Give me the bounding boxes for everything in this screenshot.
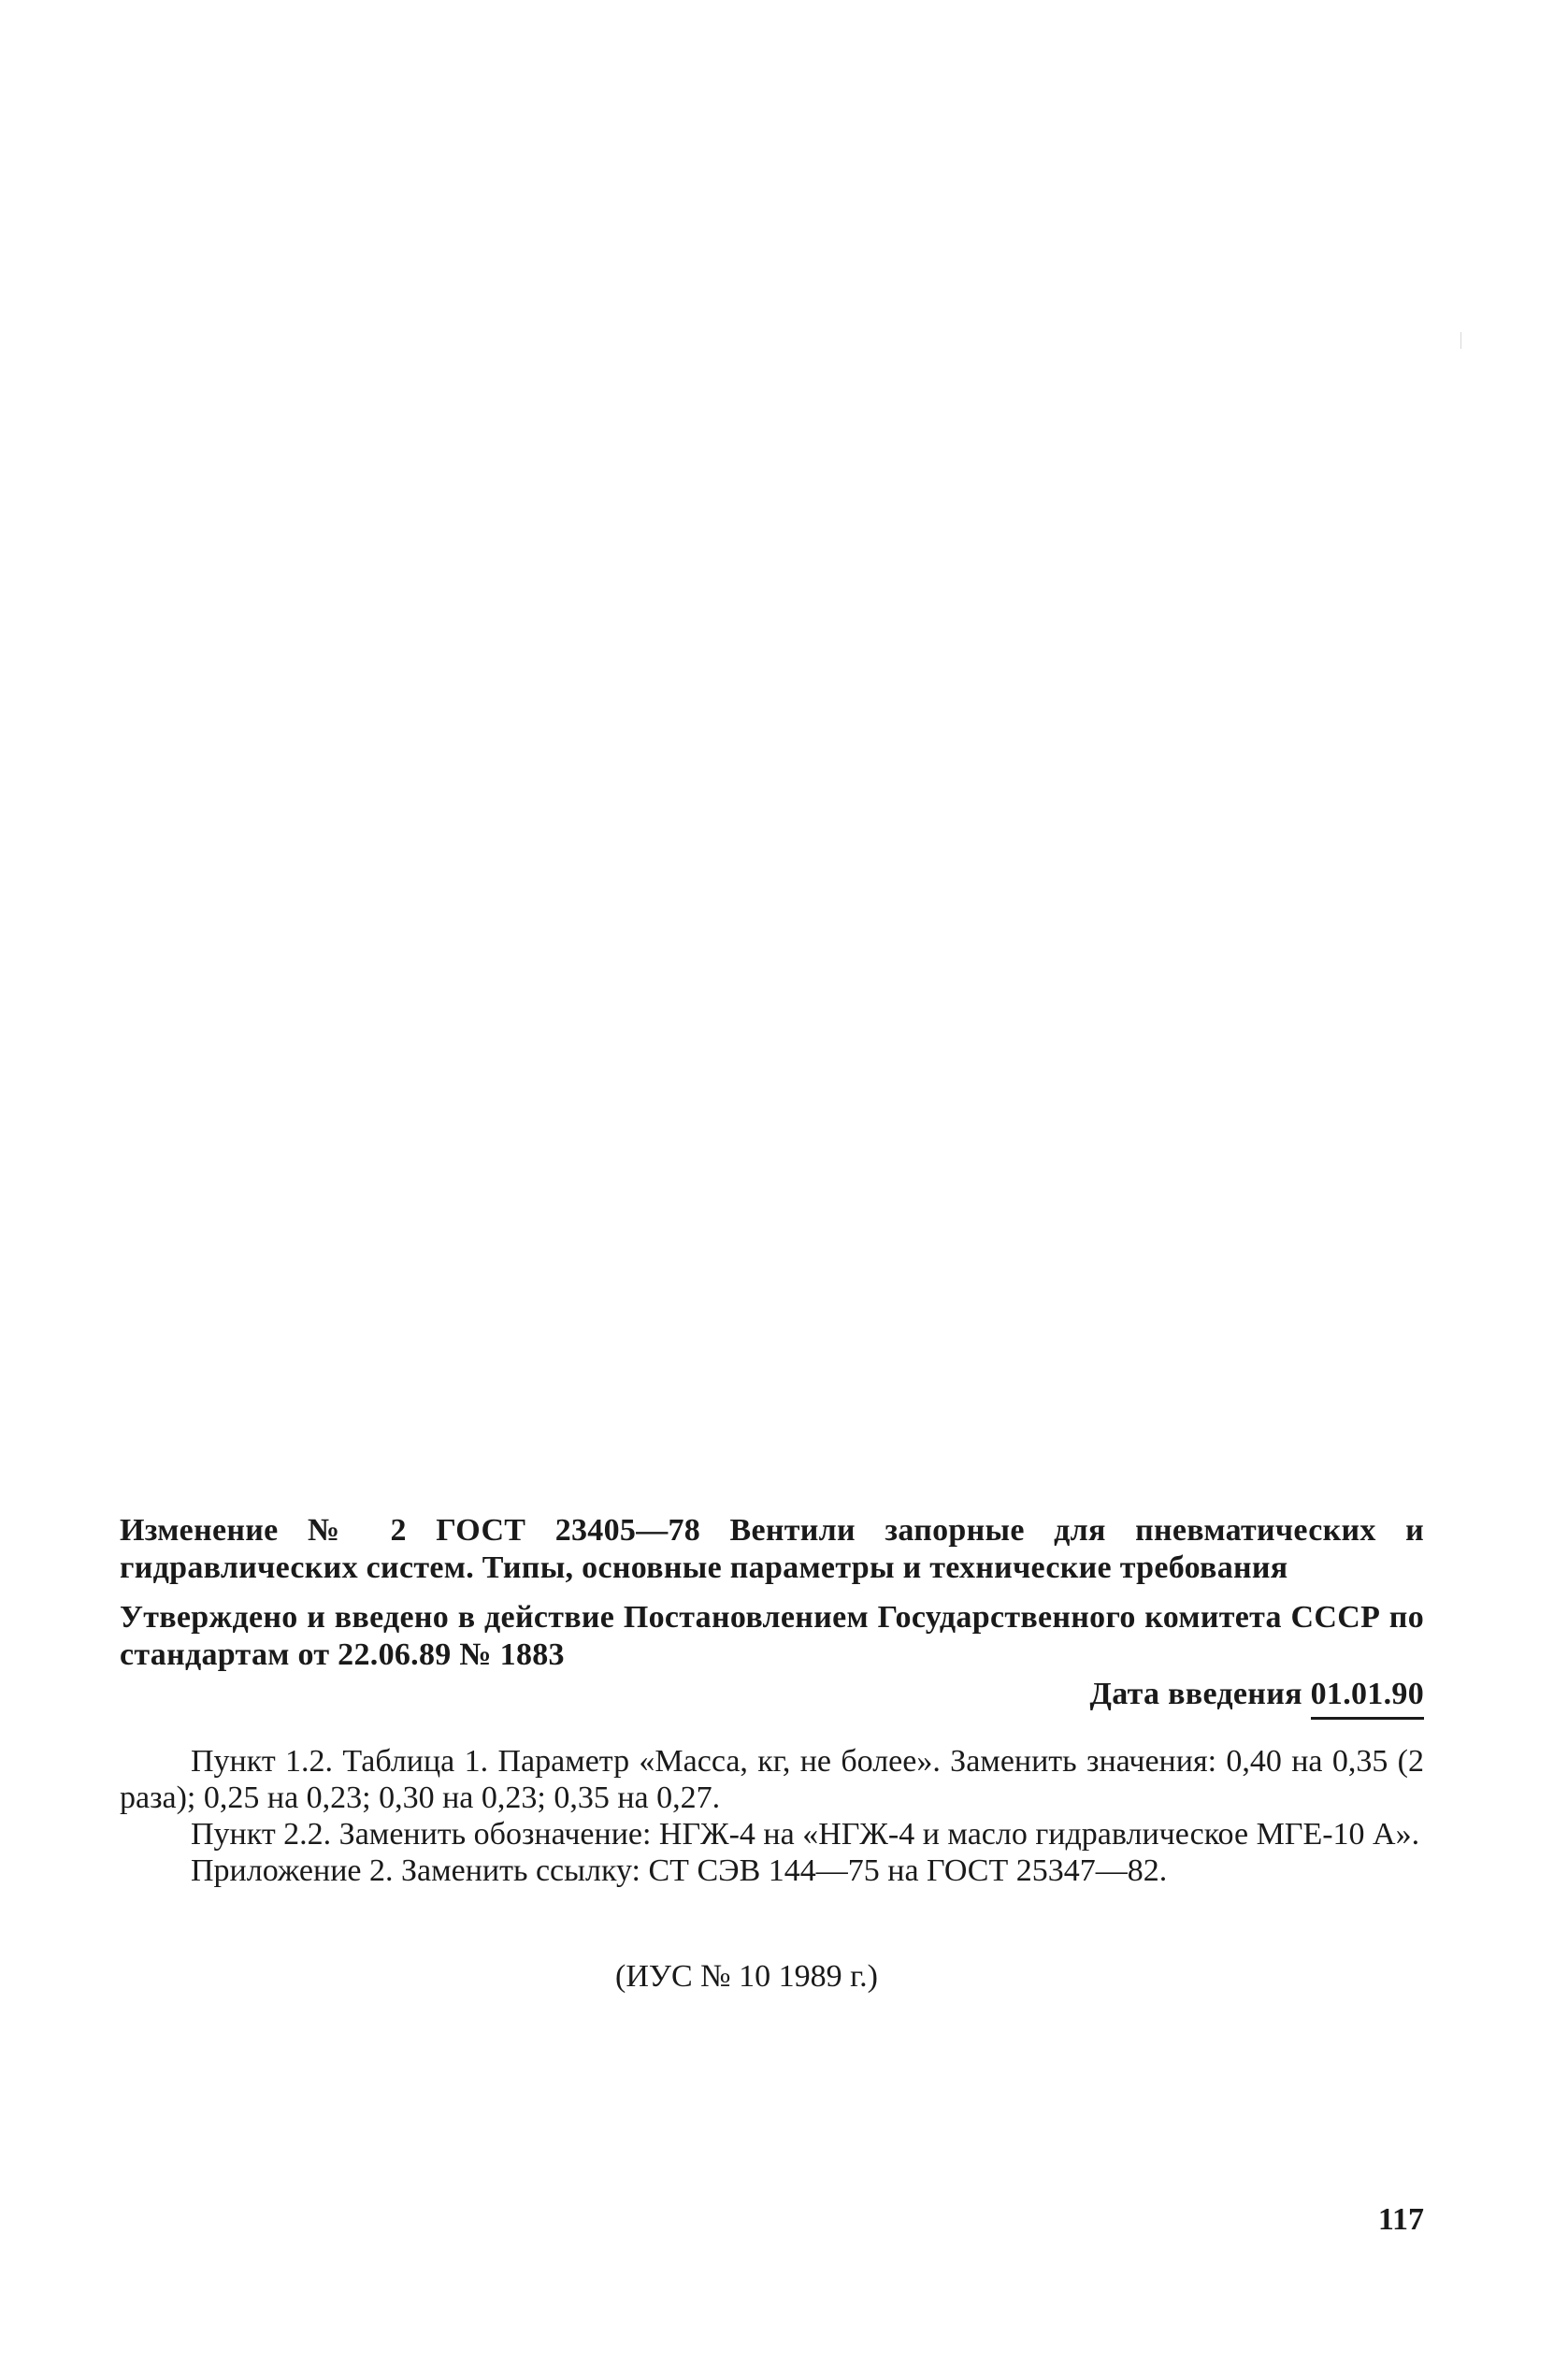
page-number: 117: [1377, 2202, 1424, 2237]
amendment-title: Изменение № 2 ГОСТ 23405—78 Вентили запорные для пневматических и гидравлических систем. Типы, основные параметры и технические требования: [120, 1513, 1424, 1585]
introduction-date-value: 01.01.90: [1311, 1676, 1424, 1720]
scan-margin-mark: [1460, 332, 1461, 349]
introduction-date-label: Дата введения: [1089, 1677, 1302, 1711]
paragraph-item-2-2: Пункт 2.2. Заменить обозначение: НГЖ-4 на «НГЖ-4 и масло гидравлическое МГЕ-10 А».: [191, 1817, 1420, 1852]
introduction-date-line: [1090, 1676, 1424, 1720]
paragraph-item-1-2: Пункт 1.2. Таблица 1. Параметр «Масса, кг, не более». Заменить значения: 0,40 на 0,35 (2 раза); 0,25 на 0,23; 0,30 на 0,23; 0,35 на 0,27.: [120, 1744, 1424, 1815]
source-reference-text: (ИУС № 10 1989 г.): [615, 1959, 878, 1994]
source-reference: [0, 1958, 1568, 1996]
paragraph-appendix-2: Приложение 2. Заменить ссылку: СТ СЭВ 144—75 на ГОСТ 25347—82.: [191, 1853, 1168, 1888]
approval-statement: Утверждено и введено в действие Постановлением Государственного комитета СССР по стандартам от 22.06.89 № 1883: [120, 1600, 1424, 1672]
amendment-body: [120, 1743, 1424, 1889]
